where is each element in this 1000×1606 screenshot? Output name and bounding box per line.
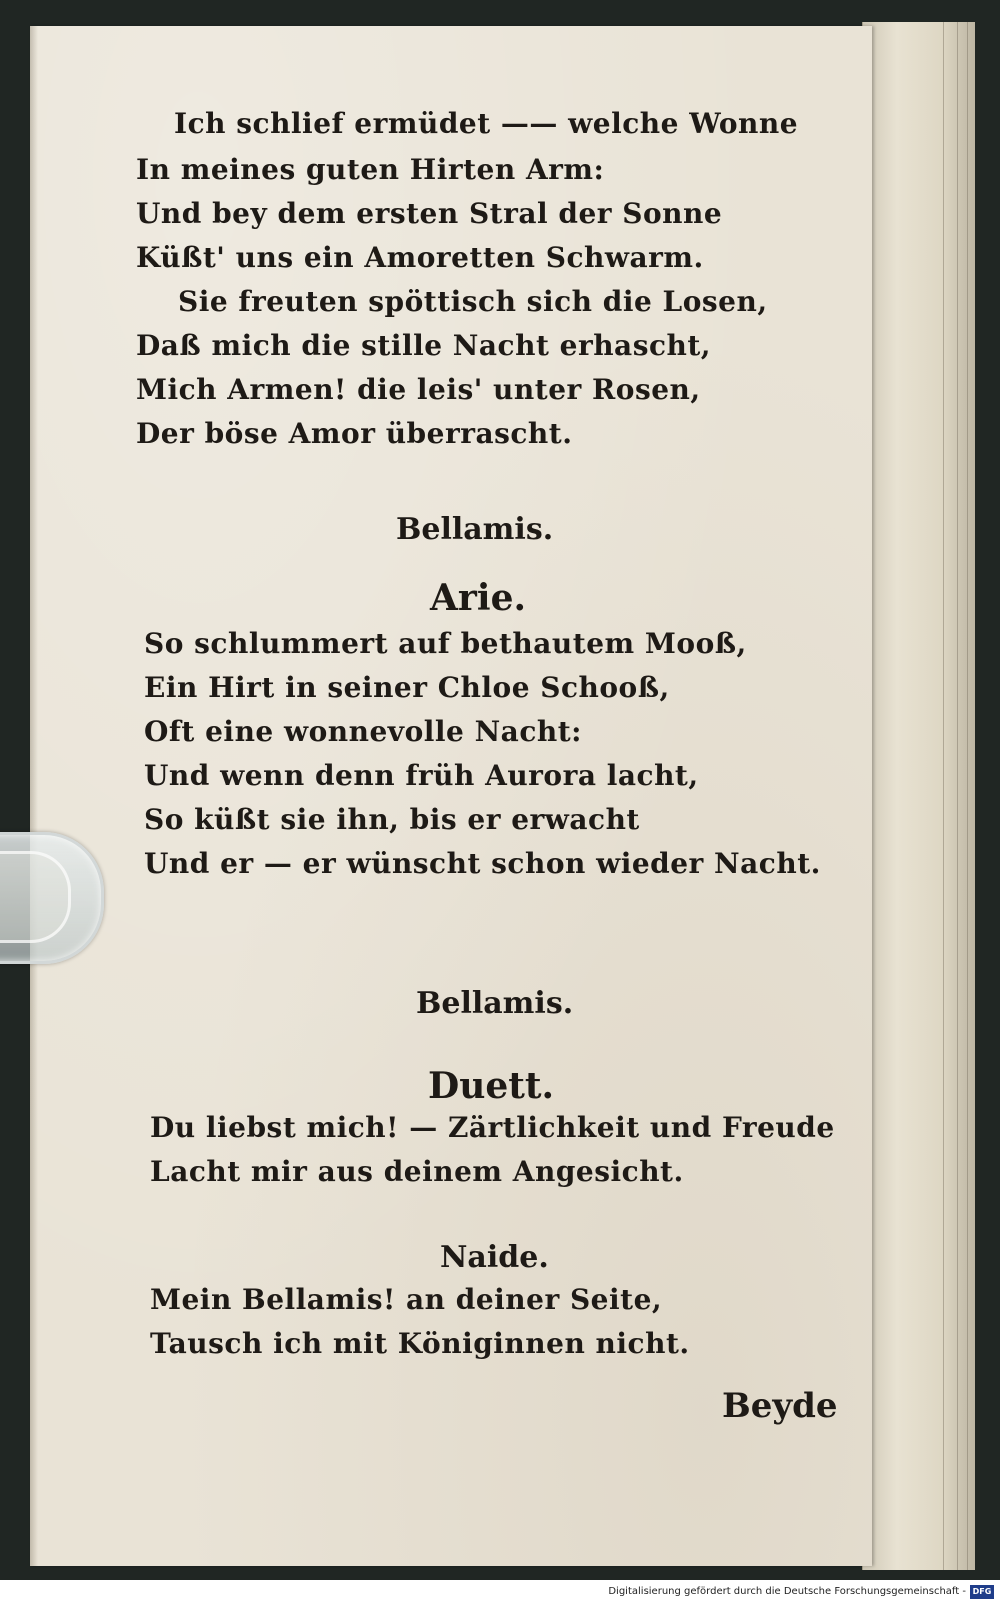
page-clip [0, 832, 104, 964]
footer-credit: Digitalisierung gefördert durch die Deutsche Forschungsgemeinschaft - [608, 1586, 966, 1597]
page-gutter-shadow [30, 26, 38, 1566]
page-clip-inner [0, 851, 71, 943]
verse-line: Ein Hirt in seiner Chloe Schooß, [144, 671, 670, 704]
verse-line: Sie freuten spöttisch sich die Losen, [178, 285, 768, 318]
verse-line: Ich schlief ermüdet —— welche Wonne [174, 107, 799, 140]
section-title: Arie. [430, 577, 527, 619]
verse-line: So küßt sie ihn, bis er erwacht [144, 803, 640, 836]
verse-line: Der böse Amor überrascht. [136, 417, 573, 450]
speaker-heading: Bellamis. [396, 512, 554, 547]
page-edge-line [943, 22, 944, 1570]
speaker-heading: Bellamis. [416, 986, 574, 1021]
verse-line: In meines guten Hirten Arm: [136, 153, 605, 186]
verse-line: Oft eine wonnevolle Nacht: [144, 715, 582, 748]
footer-bar [0, 1580, 1000, 1606]
page-edges [862, 22, 975, 1570]
verse-line: Du liebst mich! — Zärtlichkeit und Freude [150, 1111, 835, 1144]
speaker-heading: Naide. [440, 1240, 549, 1275]
page-edge-line [957, 22, 958, 1570]
section-title: Duett. [428, 1065, 555, 1107]
verse-line: So schlummert auf bethautem Mooß, [144, 627, 747, 660]
verse-line: Mich Armen! die leis' unter Rosen, [136, 373, 701, 406]
verse-line: Lacht mir aus deinem Angesicht. [150, 1155, 684, 1188]
verse-line: Mein Bellamis! an deiner Seite, [150, 1283, 663, 1316]
verse-line: Und bey dem ersten Stral der Sonne [136, 197, 723, 230]
catchword: Beyde [722, 1386, 838, 1426]
verse-line: Und er — er wünscht schon wieder Nacht. [144, 847, 821, 880]
verse-line: Küßt' uns ein Amoretten Schwarm. [136, 241, 704, 274]
book-page [30, 26, 872, 1566]
verse-line: Und wenn denn früh Aurora lacht, [144, 759, 699, 792]
dfg-logo-icon: DFG [970, 1585, 994, 1599]
verse-line: Daß mich die stille Nacht erhascht, [136, 329, 712, 362]
verse-line: Tausch ich mit Königinnen nicht. [150, 1327, 690, 1360]
page-edge-line [967, 22, 968, 1570]
